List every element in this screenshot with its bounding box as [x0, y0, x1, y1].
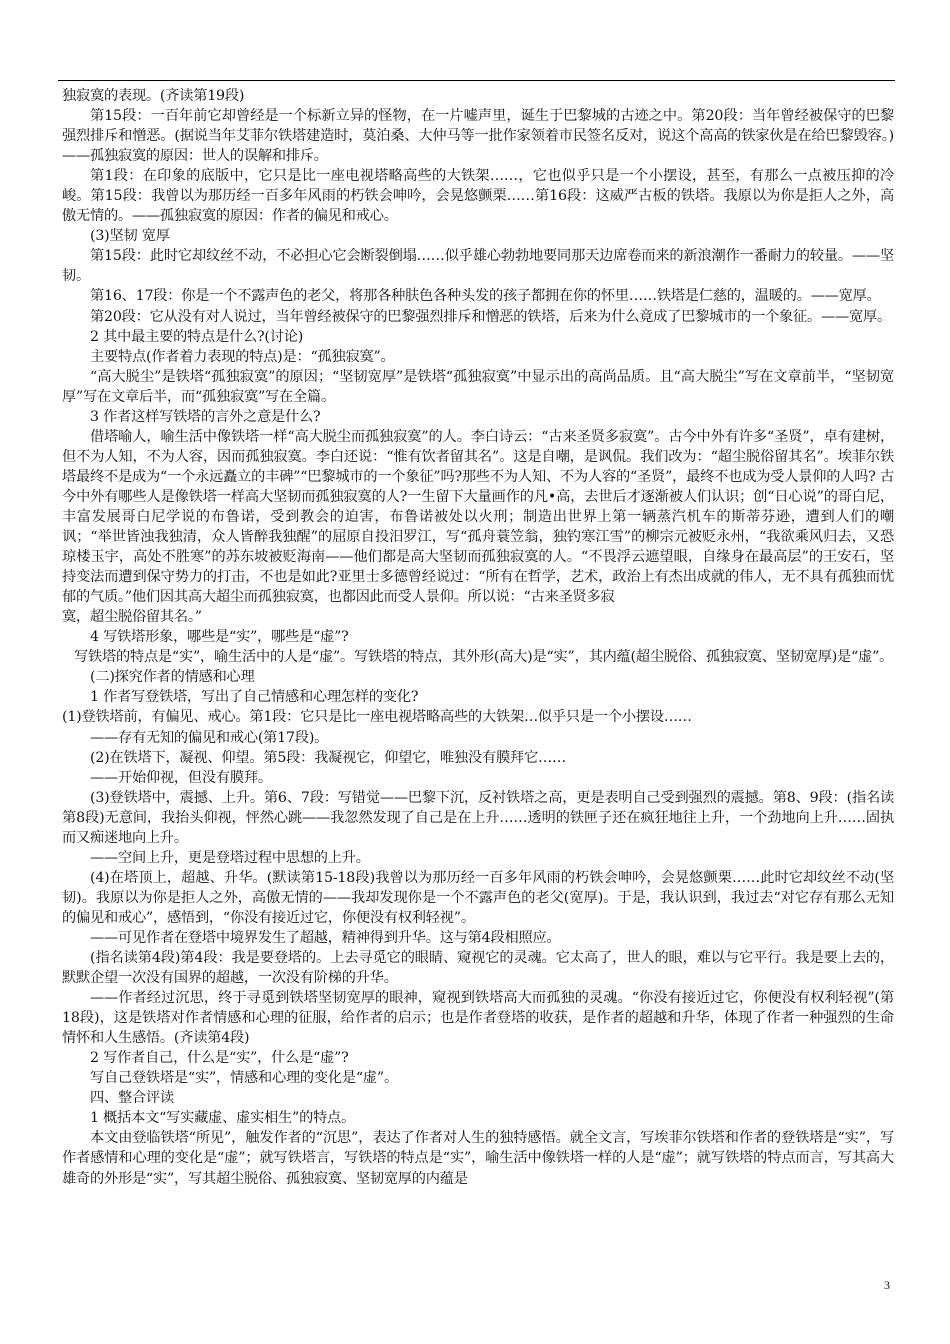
paragraph: ——空间上升，更是登塔过程中思想的上升。	[90, 849, 370, 866]
question-heading: 3 作者这样写铁塔的言外之意是什么?	[90, 408, 321, 425]
page-number: 3	[884, 1278, 890, 1292]
paragraph: 第20段：它从没有对人说过，当年曾经被保守的巴黎强烈排斥和憎恶的铁塔，后来为什么竟成了巴黎城市的一个象征。——宽厚。	[90, 308, 891, 325]
paragraph: (2)在铁塔下，凝视、仰望。第5段：我凝视它，仰望它，唯独没有膜拜它……	[90, 749, 566, 766]
section-heading: (3)坚韧 宽厚	[90, 228, 170, 245]
paragraph: (3)登铁塔中，震撼、上升。第6、7段：写错觉——巴黎下沉，反衬铁塔之高，更是表明自己受到强烈的震撼。第8、9段：(指名读第8段)无意间，我抬头仰视，怦然心跳——我忽然发现了自己是在上升……透明的铁匣子还在疯狂地往上升，一个劲地向上升……固执而又痴迷地向上升。	[62, 789, 894, 846]
question-heading: 写自己登铁塔是“实”，情感和心理的变化是“虚”。	[90, 1070, 398, 1087]
paragraph: 2 写作者自己，什么是“实”，什么是“虚”?	[90, 1050, 349, 1067]
paragraph: (1)登铁塔前，有偏见、戒心。第1段：它只是比一座电视塔略高些的大铁架…似乎只是一个小摆设……	[62, 709, 692, 726]
paragraph: ——可见作者在登塔中境界发生了超越，精神得到升华。这与第4段相照应。	[90, 929, 561, 946]
paragraph: 写铁塔的特点是“实”，喻生活中的人是“虚”。写铁塔的特点，其外形(高大)是“实”，其内蕴(超尘脱俗、孤独寂寞、坚韧宽厚)是“虚”。	[74, 649, 894, 666]
paragraph: 第16、17段：你是一个不露声色的老父，将那各种肤色各种头发的孩子都拥在你的怀里……铁塔是仁慈的，温暖的。——宽厚。	[90, 288, 881, 305]
paragraph: 第15段：此时它却纹丝不动，不必担心它会断裂倒塌……似乎雄心勃勃地要同那天边席卷而来的新浪潮作一番耐力的较量。——坚韧。	[62, 248, 894, 285]
question-heading: 4 写铁塔形象，哪些是“实”，哪些是“虚”?	[90, 629, 349, 646]
section-heading: (二)探究作者的情感和心理	[90, 669, 255, 686]
paragraph: 第1段：在印象的底版中，它只是比一座电视塔略高些的大铁架……，它也似乎只是一个小摆设，甚至，有那么一点被压抑的冷峻。第15段：我曾以为那历经一百多年风雨的朽铁会呻吟，会晃悠颤栗……第16段：这威严古板的铁塔。我原以为你是拒人之外，高傲无情的。——孤独寂寞的原因：作者的偏见和戒心。	[62, 168, 894, 225]
paragraph: 独寂寞的表现。(齐读第19段)	[62, 88, 245, 104]
question-heading: 2 其中最主要的特点是什么?(讨论)	[90, 328, 304, 345]
paragraph: 主要特点(作者着力表现的特点)是：“孤独寂寞”。	[90, 348, 395, 365]
paragraph: (4)在塔顶上，超越、升华。(默读第15-18段)我曾以为那历经一百多年风雨的朽铁会呻吟，会晃悠颤栗……此时它却纹丝不动(坚韧)。我原以为你是拒人之外，高傲无情的——我却发现你是一个不露声色的老父(宽厚)。于是，我认识到，我过去“对它存有那么无知的偏见和戒心”，感悟到，“你没有接近过它，你便没有权利轻视”。	[62, 869, 894, 926]
paragraph: ——作者经过沉思，终于寻觅到铁塔坚韧宽厚的眼神，窥视到铁塔高大而孤独的灵魂。“你没有接近过它，你便没有权利轻视”(第18段)，这是铁塔对作者情感和心理的征服，给作者的启示；也是作者登塔的收获，是作者的超越和升华，体现了作者一种强烈的生命情怀和人生感悟。(齐读第4段)	[62, 990, 894, 1047]
paragraph: ——存有无知的偏见和戒心(第17段)。	[90, 729, 329, 746]
document-body	[62, 86, 894, 1189]
paragraph: “高大脱尘”是铁塔“孤独寂寞”的原因；“坚韧宽厚”是铁塔“孤独寂寞”中显示出的高尚品质。且“高大脱尘”写在文章前半，“坚韧宽厚”写在文章后半，而“孤独寂寞”写在全篇。	[62, 368, 894, 405]
section-heading: 1 概括本文“写实藏虚、虚实相生”的特点。	[90, 1110, 356, 1127]
paragraph: (指名读第4段)第4段：我是要登塔的。上去寻觅它的眼睛、窥视它的灵魂。它太高了，世人的眼，难以与它平行。我是要上去的，默默企望一次没有国界的超越，一次没有阶梯的升华。	[62, 950, 894, 987]
question-heading: 本文由登临铁塔“所见”，触发作者的“沉思”，表达了作者对人生的独特感悟。就全文言，写埃菲尔铁塔和作者的登铁塔是“实”，写作者感情和心理的变化是“虚”；就写铁塔言，写铁塔的特点是“实”，喻生活中像铁塔一样的人是“虚”；就写铁塔的特点而言，写其高大雄奇的外形是“实”，写其超尘脱俗、孤独寂寞、坚韧宽厚的内蕴是	[62, 1130, 894, 1187]
header-rule	[58, 80, 895, 81]
paragraph: ——开始仰视，但没有膜拜。	[90, 769, 272, 786]
paragraph: 第15段：一百年前它却曾经是一个标新立异的怪物，在一片嘘声里，诞生于巴黎城的古迹之中。第20段：当年曾经被保守的巴黎强烈排斥和憎恶。(据说当年艾菲尔铁塔建造时，莫泊桑、大仲马等一批作家领着市民签名反对，说这个高高的铁家伙是在给巴黎毁容。)——孤独寂寞的原因：世人的误解和排斥。	[62, 108, 894, 165]
paragraph: 寞，超尘脱俗留其名。”	[62, 609, 202, 626]
question-heading: 1 作者写登铁塔，写出了自己情感和心理怎样的变化?	[90, 689, 419, 706]
paragraph: 四、整合评读	[90, 1090, 174, 1107]
paragraph: 借塔喻人，喻生活中像铁塔一样“高大脱尘而孤独寂寞”的人。李白诗云：“古来圣贤多寂寞”。古今中外有许多“圣贤”，卓有建树，但不为人知，不为人容，因而孤独寂寞。李白还说：“惟有饮者留其名”。这是自嘲，是讽侃。我们改为：“超尘脱俗留其名”。埃菲尔铁塔最终不是成为“一个永远矗立的丰碑”“巴黎城市的一个象征”吗?那些不为人知、不为人容的“圣贤”，最终不也成为受人景仰的人吗? 古今中外有哪些人是像铁塔一样高大坚韧而孤独寂寞的人?一生留下大量画作的凡•高，去世后才逐渐被人们认识；创“日心说”的哥白尼，丰富发展哥白尼学说的布鲁诺，受到教会的迫害，布鲁诺被处以火刑；制造出世界上第一辆蒸汽机车的斯蒂芬逊，遭到人们的嘲讽；“举世皆浊我独清，众人皆醉我独醒”的屈原自投汨罗江，写“孤舟蓑笠翁，独钓寒江雪”的柳宗元被贬永州，“我欲乘风归去，又恐琼楼玉宇，高处不胜寒”的苏东坡被贬海南——他们都是高大坚韧而孤独寂寞的人。“不畏浮云遮望眼，自缘身在最高层”的王安石，坚持变法而遭到保守势力的打击，不也是如此?亚里士多德曾经说过：“所有在哲学，艺术，政治上有杰出成就的伟人，无不具有孤独而忧郁的气质。”他们因其高大超尘而孤独寂寞，也都因此而受人景仰。所以说：“古来圣贤多寂	[62, 428, 894, 606]
